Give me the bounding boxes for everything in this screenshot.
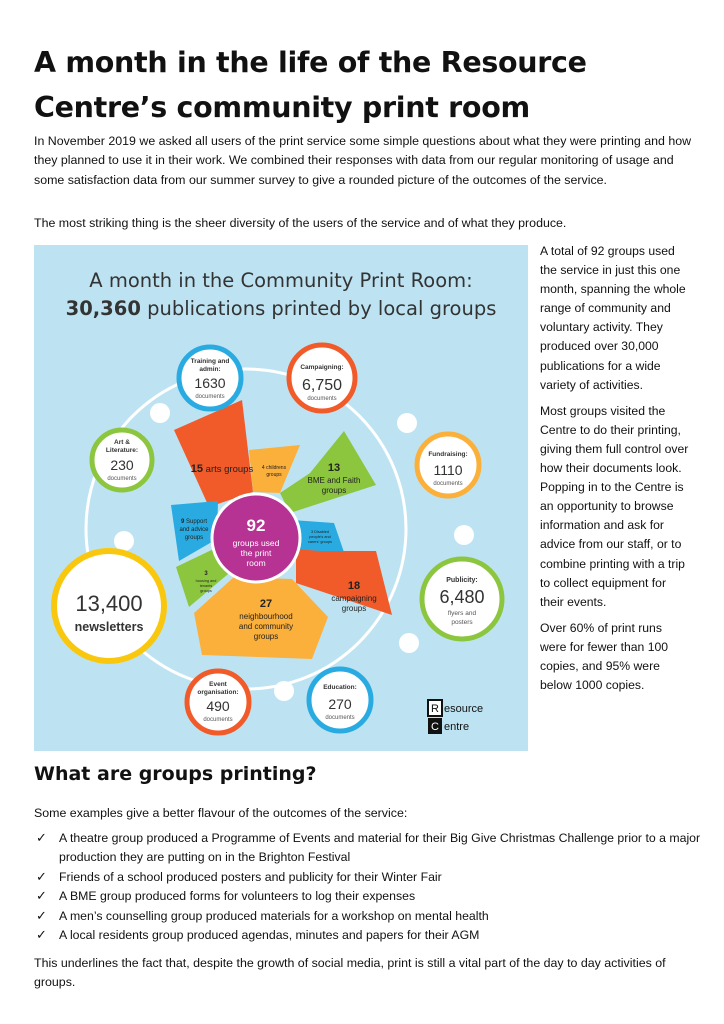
bubble-education xyxy=(309,669,371,731)
list-item xyxy=(34,926,704,945)
list-item xyxy=(34,907,704,926)
bubble-art xyxy=(92,430,152,490)
check-icon: ✓ xyxy=(36,831,47,846)
ring-dot xyxy=(399,633,419,653)
bubble-fundraising-value: 1110 xyxy=(433,462,463,478)
segment-support-number: 9 xyxy=(180,519,185,525)
bubble-campaigning xyxy=(289,345,355,411)
list-item-text: A theatre group produced a Programme of Events and material for their Big Give Christmas Challenge prior to a major production they are putting on in the Brighton Festival xyxy=(59,831,701,865)
segment-support-line1 xyxy=(181,519,207,525)
ring-dot xyxy=(454,525,474,545)
bubble-education-value: 270 xyxy=(328,696,352,712)
center-number: 92 xyxy=(246,516,266,535)
logo-word1: esource xyxy=(444,703,484,715)
segment-arts-label xyxy=(191,463,254,475)
center-line2: the print xyxy=(240,548,272,558)
bubble-publicity-label: Publicity: xyxy=(446,577,478,584)
infographic-title-rest: publications printed by local groups xyxy=(140,297,497,320)
bubble-publicity-unit1: flyers and xyxy=(447,610,477,617)
bubble-event-value: 490 xyxy=(206,698,230,714)
page-title-line2: Centre’s community print room xyxy=(34,91,530,124)
intro-paragraph: In November 2019 we asked all users of the print service some simple questions about what they were printing and how they planned to use it in their work. We combined their responses with data from our regular monitoring of usage and some satisfaction data from our summer survey to give a rounded picture of the outcomes of the service. xyxy=(34,134,692,187)
bubble-training xyxy=(179,347,241,409)
ring-dot xyxy=(274,681,294,701)
list-item-text: Friends of a school produced posters and publicity for their Winter Fair xyxy=(59,869,442,884)
infographic-title-line1: A month in the Community Print Room: xyxy=(89,269,473,292)
bubble-event-label1: Event xyxy=(209,681,227,688)
list-item xyxy=(34,829,704,868)
section-heading: What are groups printing? xyxy=(34,763,317,785)
bubble-campaigning-unit: documents xyxy=(307,396,337,402)
segment-housing-line2: tenants xyxy=(199,584,213,588)
segment-housing-line1: housing and xyxy=(195,579,217,583)
bubble-publicity xyxy=(422,559,502,639)
segment-bme-line1: BME and Faith xyxy=(307,476,361,485)
list-item-text: A BME group produced forms for volunteers to log their expenses xyxy=(59,889,416,904)
segment-support-text: Support xyxy=(186,519,208,525)
center-line1: groups used xyxy=(232,538,280,548)
segment-campaigning-line2: groups xyxy=(341,604,367,613)
segment-childrens-line1: 4 childrens xyxy=(261,465,287,471)
bubble-art-unit: documents xyxy=(107,476,137,482)
segment-disabled-line2: people's and xyxy=(309,535,331,539)
infographic-title-line2 xyxy=(66,297,497,320)
bubble-publicity-unit2: posters xyxy=(451,619,473,626)
segment-bme-number: 13 xyxy=(327,462,341,474)
segment-neighbourhood-line1: neighbourhood xyxy=(239,612,293,621)
bubble-education-label: Education: xyxy=(323,684,357,691)
bubble-newsletters-unit: newsletters xyxy=(74,620,144,634)
sidebar-paragraph-3: Over 60% of print runs were for fewer than 100 copies, and 95% were below 1000 copies. xyxy=(540,620,669,693)
bubble-fundraising-label: Fundraising: xyxy=(428,451,468,458)
segment-arts-text: arts groups xyxy=(203,464,254,475)
bubble-campaigning-label: Campaigning: xyxy=(300,364,344,371)
bubble-fundraising-unit: documents xyxy=(433,481,463,487)
segment-disabled-line3: carers' groups xyxy=(308,540,332,544)
bubble-training-unit: documents xyxy=(195,394,225,400)
segment-housing-line3: groups xyxy=(200,589,212,593)
ring-dot xyxy=(114,531,134,551)
list-item-text: A local residents group produced agendas, minutes and papers for their AGM xyxy=(59,928,480,943)
segment-support-line2: and advice xyxy=(179,527,209,533)
bubble-art-label1: Art & xyxy=(114,439,130,446)
bubble-training-label1: Training and xyxy=(190,358,230,365)
examples-list xyxy=(34,829,704,945)
logo-r: R xyxy=(431,703,439,715)
check-icon: ✓ xyxy=(36,908,47,924)
bubble-fundraising xyxy=(417,434,479,496)
segment-housing-number: 3 xyxy=(204,571,208,577)
bubble-event-label2: organisation: xyxy=(197,689,239,696)
resource-centre-logo xyxy=(428,700,483,734)
list-item xyxy=(34,868,704,887)
segment-campaigning-line1: campaigning xyxy=(331,594,377,603)
sidebar xyxy=(540,242,690,702)
check-icon: ✓ xyxy=(36,869,47,885)
closing-paragraph: This underlines the fact that, despite the growth of social media, print is still a vital part of the day to day activities of groups. xyxy=(34,956,666,990)
page-title xyxy=(34,40,694,130)
segment-arts xyxy=(174,400,253,507)
center-line3: room xyxy=(246,558,266,568)
segment-neighbourhood-line3: groups xyxy=(253,632,279,641)
bubble-event-unit: documents xyxy=(203,717,233,723)
bubble-training-label2: admin: xyxy=(199,366,221,373)
list-item-text: A men’s counselling group produced materials for a workshop on mental health xyxy=(59,908,489,923)
list-item xyxy=(34,887,704,906)
check-icon: ✓ xyxy=(36,889,47,905)
bubble-event xyxy=(187,671,249,733)
bubble-publicity-value: 6,480 xyxy=(439,587,485,607)
segment-campaigning-number: 18 xyxy=(347,580,361,592)
infographic xyxy=(34,245,528,751)
striking-paragraph: The most striking thing is the sheer diversity of the users of the service and of what they produce. xyxy=(34,216,567,230)
bubble-newsletters-value: 13,400 xyxy=(75,591,143,616)
page-title-line1: A month in the life of the Resource xyxy=(34,46,587,79)
bubble-art-value: 230 xyxy=(110,457,134,473)
segment-childrens-line2: groups xyxy=(266,472,282,478)
segment-support-line3: groups xyxy=(184,535,204,541)
bubble-education-unit: documents xyxy=(325,715,355,721)
sidebar-paragraph-2: Most groups visited the Centre to do their printing, giving them full control over how their documents look. Popping in to the Centre is an opportunity to browse information and ask for advice from our staff, or to combine printing with a trip to collect equipment for their events. xyxy=(540,403,689,609)
logo-c: C xyxy=(431,721,439,733)
logo-word2: entre xyxy=(444,721,470,733)
ring-dot xyxy=(150,403,170,423)
ring-dot xyxy=(397,413,417,433)
bubble-training-value: 1630 xyxy=(194,375,226,391)
segment-neighbourhood-number: 27 xyxy=(259,598,273,610)
segment-disabled-line1: 3 Disabled xyxy=(311,530,329,534)
sidebar-paragraph-1: A total of 92 groups used the service in just this one month, spanning the whole range of community and voluntary activity. They produced over 30,000 publications for a wide variety of activities. xyxy=(540,244,686,392)
infographic-title-number: 30,360 xyxy=(65,297,141,320)
segment-neighbourhood-line2: and community xyxy=(238,622,294,631)
bubble-campaigning-value: 6,750 xyxy=(301,377,343,394)
bubble-newsletters xyxy=(54,551,164,661)
section-lead: Some examples give a better flavour of the outcomes of the service: xyxy=(34,806,408,820)
infographic-svg xyxy=(34,245,528,751)
segment-bme-line2: groups xyxy=(321,486,347,495)
bubble-art-label2: Literature: xyxy=(105,447,139,454)
segment-arts-number: 15 xyxy=(190,463,204,475)
check-icon: ✓ xyxy=(36,928,47,944)
